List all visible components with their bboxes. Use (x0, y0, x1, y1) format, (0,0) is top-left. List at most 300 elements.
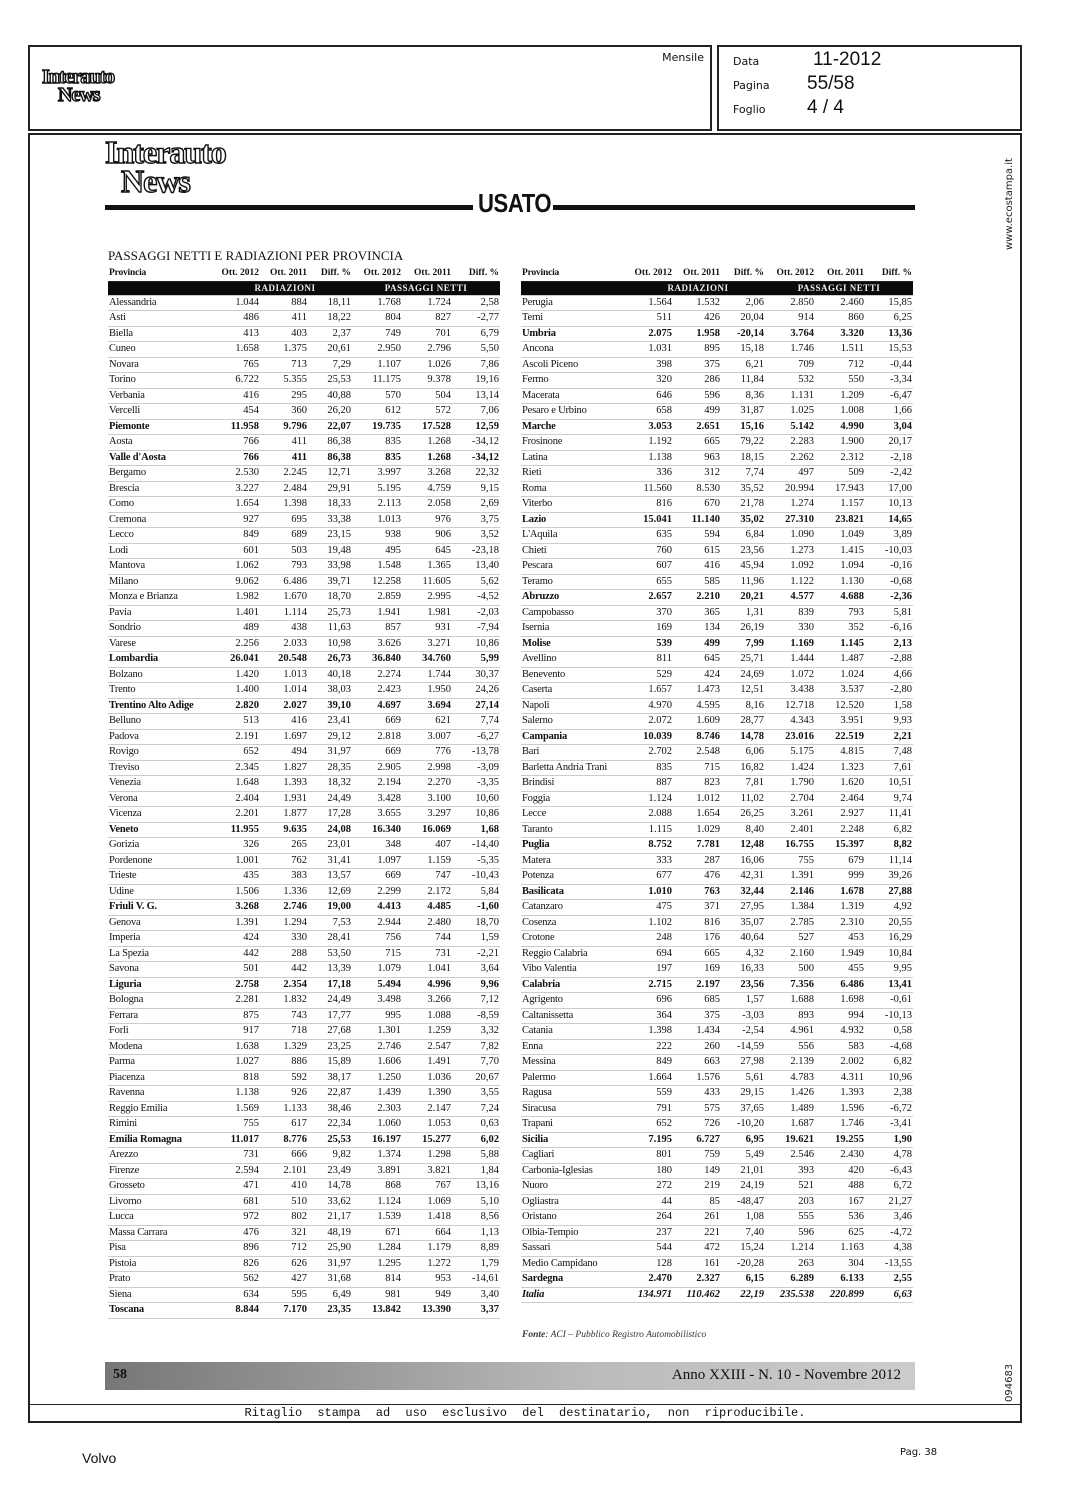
passaggi-2012: 2.944 (352, 915, 402, 931)
radiazioni-2011: 6.486 (260, 574, 308, 590)
passaggi-2011: 906 (402, 528, 452, 544)
radiazioni-2012: 801 (631, 1148, 673, 1164)
table-row (108, 1225, 500, 1241)
passaggi-2011: 17.943 (815, 481, 865, 497)
province-name: Catanzaro (521, 900, 631, 916)
passaggi-diff: -14,61 (452, 1272, 500, 1288)
radiazioni-2012: 2.594 (218, 1163, 260, 1179)
radiazioni-diff: 6,49 (308, 1287, 352, 1303)
passaggi-diff: 20,55 (865, 915, 913, 931)
province-name: Olbia-Tempio (521, 1225, 631, 1241)
radiazioni-diff: 24,49 (308, 993, 352, 1009)
passaggi-2011: 747 (402, 869, 452, 885)
radiazioni-diff: 27,95 (721, 900, 765, 916)
passaggi-diff: 6,02 (452, 1132, 500, 1148)
passaggi-2011: 1.049 (815, 528, 865, 544)
passaggi-2012: 13.842 (352, 1303, 402, 1319)
table-row (108, 590, 500, 606)
section-rule-left (105, 205, 473, 210)
passaggi-2012: 3.626 (352, 636, 402, 652)
passaggi-diff: -1,60 (452, 900, 500, 916)
column-header: Ott. 2012 (765, 266, 815, 281)
province-name: Siracusa (521, 1101, 631, 1117)
passaggi-2011: 2.927 (815, 807, 865, 823)
radiazioni-2011: 1.294 (260, 915, 308, 931)
passaggi-diff: 1,79 (452, 1256, 500, 1272)
radiazioni-2011: 1.398 (260, 497, 308, 513)
passaggi-diff: 9,96 (452, 977, 500, 993)
passaggi-2011: 1.157 (815, 497, 865, 513)
radiazioni-2011: 85 (673, 1194, 721, 1210)
province-name: Umbria (521, 326, 631, 342)
passaggi-2011: 420 (815, 1163, 865, 1179)
radiazioni-2012: 818 (218, 1070, 260, 1086)
passaggi-2011: 645 (402, 543, 452, 559)
radiazioni-diff: 17,77 (308, 1008, 352, 1024)
radiazioni-2012: 559 (631, 1086, 673, 1102)
passaggi-2012: 3.498 (352, 993, 402, 1009)
passaggi-2012: 2.785 (765, 915, 815, 931)
province-name: Asti (108, 311, 218, 327)
table-row (108, 1210, 500, 1226)
passaggi-diff: 16,29 (865, 931, 913, 947)
province-name: Marche (521, 419, 631, 435)
table-row (521, 605, 913, 621)
table-row (521, 1163, 913, 1179)
radiazioni-2011: 2.327 (673, 1272, 721, 1288)
passaggi-diff: -4,68 (865, 1039, 913, 1055)
province-name: Gorizia (108, 838, 218, 854)
passaggi-2011: 1.268 (402, 450, 452, 466)
province-name: Cosenza (521, 915, 631, 931)
radiazioni-2012: 1.564 (631, 295, 673, 311)
passaggi-2012: 2.160 (765, 946, 815, 962)
radiazioni-diff: 40,88 (308, 388, 352, 404)
radiazioni-2012: 731 (218, 1148, 260, 1164)
radiazioni-diff: 23,49 (308, 1163, 352, 1179)
radiazioni-diff: 35,02 (721, 512, 765, 528)
radiazioni-2011: 1.336 (260, 884, 308, 900)
data-value: 11-2012 (813, 49, 882, 70)
radiazioni-diff: 14,78 (721, 729, 765, 745)
passaggi-2011: 4.759 (402, 481, 452, 497)
radiazioni-2011: 169 (673, 962, 721, 978)
table-row (521, 1070, 913, 1086)
column-header: Diff. % (452, 266, 500, 281)
radiazioni-diff: 4,32 (721, 946, 765, 962)
passaggi-diff: -3,34 (865, 373, 913, 389)
passaggi-2011: 625 (815, 1225, 865, 1241)
passaggi-diff: 24,26 (452, 683, 500, 699)
radiazioni-2012: 424 (218, 931, 260, 947)
radiazioni-2011: 816 (673, 915, 721, 931)
foglio-label: Foglio (733, 103, 766, 116)
table-row (521, 667, 913, 683)
radiazioni-diff: 22,34 (308, 1117, 352, 1133)
table-row (108, 931, 500, 947)
passaggi-2012: 2.146 (765, 884, 815, 900)
radiazioni-2011: 1.473 (673, 683, 721, 699)
table-row (521, 342, 913, 358)
passaggi-diff: -0,68 (865, 574, 913, 590)
radiazioni-diff: 22,87 (308, 1086, 352, 1102)
province-name: Cuneo (108, 342, 218, 358)
radiazioni-2011: 1.014 (260, 683, 308, 699)
passaggi-2011: 4.311 (815, 1070, 865, 1086)
passaggi-diff: -10,13 (865, 1008, 913, 1024)
passaggi-diff: -5,35 (452, 853, 500, 869)
radiazioni-2012: 2.191 (218, 729, 260, 745)
radiazioni-2012: 1.398 (631, 1024, 673, 1040)
province-name: Como (108, 497, 218, 513)
province-name: Trieste (108, 869, 218, 885)
passaggi-2012: 1.131 (765, 388, 815, 404)
radiazioni-2011: 1.827 (260, 760, 308, 776)
passaggi-diff: 11,41 (865, 807, 913, 823)
radiazioni-2012: 1.138 (631, 450, 673, 466)
region-total-row (108, 450, 500, 466)
province-name: Treviso (108, 760, 218, 776)
radiazioni-2011: 718 (260, 1024, 308, 1040)
radiazioni-2012: 601 (218, 543, 260, 559)
passaggi-2012: 4.783 (765, 1070, 815, 1086)
passaggi-diff: 0,63 (452, 1117, 500, 1133)
table-row (521, 1256, 913, 1272)
radiazioni-diff: 23,41 (308, 714, 352, 730)
passaggi-2012: 1.746 (765, 342, 815, 358)
passaggi-diff: 11,14 (865, 853, 913, 869)
radiazioni-diff: 28,77 (721, 714, 765, 730)
radiazioni-2012: 1.391 (218, 915, 260, 931)
passaggi-2011: 1.487 (815, 652, 865, 668)
province-name: Lecco (108, 528, 218, 544)
passaggi-2012: 839 (765, 605, 815, 621)
radiazioni-2011: 1.576 (673, 1070, 721, 1086)
passaggi-2011: 12.520 (815, 698, 865, 714)
province-name: Toscana (108, 1303, 218, 1319)
radiazioni-2011: 288 (260, 946, 308, 962)
radiazioni-2011: 1.832 (260, 993, 308, 1009)
radiazioni-diff: 19,00 (308, 900, 352, 916)
radiazioni-2011: 884 (260, 295, 308, 311)
radiazioni-diff: -10,20 (721, 1117, 765, 1133)
radiazioni-2012: 6.722 (218, 373, 260, 389)
radiazioni-2012: 489 (218, 621, 260, 637)
passaggi-2011: 3.821 (402, 1163, 452, 1179)
radiazioni-2012: 696 (631, 993, 673, 1009)
passaggi-diff: 13,41 (865, 977, 913, 993)
passaggi-diff: -3,09 (452, 760, 500, 776)
column-header: Ott. 2012 (352, 266, 402, 281)
radiazioni-diff: 25,73 (308, 605, 352, 621)
radiazioni-2011: 802 (260, 1210, 308, 1226)
passaggi-diff: -13,55 (865, 1256, 913, 1272)
province-name: Rimini (108, 1117, 218, 1133)
passaggi-2012: 814 (352, 1272, 402, 1288)
radiazioni-2012: 11.560 (631, 481, 673, 497)
passaggi-2012: 16.197 (352, 1132, 402, 1148)
column-header: Ott. 2011 (402, 266, 452, 281)
province-name: Barletta Andria Trani (521, 760, 631, 776)
column-header: Ott. 2012 (631, 266, 673, 281)
province-name: Abruzzo (521, 590, 631, 606)
province-name: Lodi (108, 543, 218, 559)
passaggi-2011: 949 (402, 1287, 452, 1303)
passaggi-diff: 30,37 (452, 667, 500, 683)
radiazioni-diff: 7,53 (308, 915, 352, 931)
radiazioni-2012: 658 (631, 404, 673, 420)
passaggi-2011: 1.024 (815, 667, 865, 683)
radiazioni-2011: 219 (673, 1179, 721, 1195)
passaggi-2011: 701 (402, 326, 452, 342)
passaggi-2011: 2.547 (402, 1039, 452, 1055)
table-row (521, 1117, 913, 1133)
radiazioni-2011: 1.654 (673, 807, 721, 823)
passaggi-diff: 8,56 (452, 1210, 500, 1226)
province-name: Pescara (521, 559, 631, 575)
passaggi-diff: -2,03 (452, 605, 500, 621)
passaggi-2012: 1.768 (352, 295, 402, 311)
province-name: Livorno (108, 1194, 218, 1210)
passaggi-2012: 893 (765, 1008, 815, 1024)
passaggi-diff: 5,88 (452, 1148, 500, 1164)
passaggi-2012: 348 (352, 838, 402, 854)
radiazioni-2012: 544 (631, 1241, 673, 1257)
radiazioni-2012: 1.010 (631, 884, 673, 900)
province-name: Vibo Valentia (521, 962, 631, 978)
passaggi-2011: 1.298 (402, 1148, 452, 1164)
passaggi-2012: 2.905 (352, 760, 402, 776)
passaggi-2012: 1.384 (765, 900, 815, 916)
radiazioni-diff: 18,70 (308, 590, 352, 606)
radiazioni-2012: 1.124 (631, 791, 673, 807)
passaggi-2011: 2.248 (815, 822, 865, 838)
province-name: Milano (108, 574, 218, 590)
radiazioni-2012: 4.970 (631, 698, 673, 714)
radiazioni-diff: 31,41 (308, 853, 352, 869)
passaggi-2012: 4.577 (765, 590, 815, 606)
province-name: Alessandria (108, 295, 218, 311)
passaggi-diff: 9,74 (865, 791, 913, 807)
radiazioni-diff: 12,51 (721, 683, 765, 699)
header-source-box (28, 45, 712, 131)
passaggi-2011: 583 (815, 1039, 865, 1055)
table-row (521, 1086, 913, 1102)
passaggi-2012: 2.401 (765, 822, 815, 838)
radiazioni-diff: 29,15 (721, 1086, 765, 1102)
passaggi-diff: 2,58 (452, 295, 500, 311)
passaggi-diff: 3,75 (452, 512, 500, 528)
radiazioni-2012: 134.971 (631, 1287, 673, 1303)
radiazioni-diff: 2,06 (721, 295, 765, 311)
radiazioni-2012: 816 (631, 497, 673, 513)
passaggi-2011: 304 (815, 1256, 865, 1272)
passaggi-2011: 4.996 (402, 977, 452, 993)
radiazioni-2011: 330 (260, 931, 308, 947)
radiazioni-2012: 180 (631, 1163, 673, 1179)
passaggi-2012: 5.142 (765, 419, 815, 435)
province-name: Isernia (521, 621, 631, 637)
table-row (108, 342, 500, 358)
radiazioni-2012: 364 (631, 1008, 673, 1024)
province-name: Massa Carrara (108, 1225, 218, 1241)
radiazioni-2011: 7.781 (673, 838, 721, 854)
province-name: Torino (108, 373, 218, 389)
radiazioni-2011: 626 (260, 1256, 308, 1272)
radiazioni-2012: 896 (218, 1241, 260, 1257)
passaggi-2012: 669 (352, 869, 402, 885)
radiazioni-diff: 6,15 (721, 1272, 765, 1288)
passaggi-2012: 4.413 (352, 900, 402, 916)
radiazioni-2011: 411 (260, 450, 308, 466)
passaggi-diff: 14,65 (865, 512, 913, 528)
table-row (521, 962, 913, 978)
radiazioni-2012: 9.062 (218, 574, 260, 590)
radiazioni-diff: -20,28 (721, 1256, 765, 1272)
province-name: Veneto (108, 822, 218, 838)
passaggi-diff: 1,90 (865, 1132, 913, 1148)
table-row (521, 807, 913, 823)
passaggi-diff: -6,27 (452, 729, 500, 745)
passaggi-2012: 36.840 (352, 652, 402, 668)
passaggi-2011: 2.464 (815, 791, 865, 807)
group-spacer (108, 281, 218, 295)
radiazioni-2011: 321 (260, 1225, 308, 1241)
passaggi-2011: 1.981 (402, 605, 452, 621)
radiazioni-diff: 33,38 (308, 512, 352, 528)
passaggi-2011: 1.069 (402, 1194, 452, 1210)
radiazioni-2012: 766 (218, 435, 260, 451)
group-radiazioni: RADIAZIONI (218, 281, 352, 295)
province-name: Chieti (521, 543, 631, 559)
passaggi-diff: 2,69 (452, 497, 500, 513)
table-row (521, 993, 913, 1009)
passaggi-2011: 767 (402, 1179, 452, 1195)
radiazioni-2011: 689 (260, 528, 308, 544)
passaggi-2012: 914 (765, 311, 815, 327)
region-total-row (521, 512, 913, 528)
passaggi-2012: 500 (765, 962, 815, 978)
passaggi-2011: 1.949 (815, 946, 865, 962)
province-name: Ragusa (521, 1086, 631, 1102)
passaggi-diff: -0,16 (865, 559, 913, 575)
table-row (521, 698, 913, 714)
passaggi-2012: 393 (765, 1163, 815, 1179)
radiazioni-2011: 926 (260, 1086, 308, 1102)
radiazioni-diff: 24,69 (721, 667, 765, 683)
radiazioni-2011: 375 (673, 357, 721, 373)
province-table-left (108, 266, 500, 1319)
passaggi-diff: 6,82 (865, 822, 913, 838)
province-name: Piemonte (108, 419, 218, 435)
radiazioni-2012: 766 (218, 450, 260, 466)
passaggi-2011: 3.271 (402, 636, 452, 652)
radiazioni-2012: 765 (218, 357, 260, 373)
province-name: Bologna (108, 993, 218, 1009)
province-name: L'Aquila (521, 528, 631, 544)
radiazioni-2012: 1.115 (631, 822, 673, 838)
radiazioni-2012: 2.702 (631, 745, 673, 761)
passaggi-2012: 709 (765, 357, 815, 373)
passaggi-diff: -6,47 (865, 388, 913, 404)
radiazioni-2011: 221 (673, 1225, 721, 1241)
table-row (521, 869, 913, 885)
radiazioni-2012: 1.638 (218, 1039, 260, 1055)
province-name: Savona (108, 962, 218, 978)
table-row (521, 1241, 913, 1257)
passaggi-2011: 2.998 (402, 760, 452, 776)
passaggi-2012: 756 (352, 931, 402, 947)
province-name: Calabria (521, 977, 631, 993)
radiazioni-2011: 665 (673, 946, 721, 962)
province-name: Piacenza (108, 1070, 218, 1086)
radiazioni-diff: 16,82 (721, 760, 765, 776)
passaggi-2011: 11.605 (402, 574, 452, 590)
radiazioni-diff: 7,40 (721, 1225, 765, 1241)
passaggi-diff: 7,74 (452, 714, 500, 730)
passaggi-2011: 15.397 (815, 838, 865, 854)
province-name: Vercelli (108, 404, 218, 420)
radiazioni-diff: 6,21 (721, 357, 765, 373)
radiazioni-2011: 665 (673, 435, 721, 451)
passaggi-diff: 3,55 (452, 1086, 500, 1102)
passaggi-diff: -2,21 (452, 946, 500, 962)
passaggi-2011: 3.007 (402, 729, 452, 745)
frequency-label: Mensile (662, 51, 704, 64)
passaggi-2012: 2.850 (765, 295, 815, 311)
table-row (521, 915, 913, 931)
table-row (521, 1210, 913, 1226)
table-row (521, 683, 913, 699)
passaggi-2011: 1.094 (815, 559, 865, 575)
radiazioni-diff: 86,38 (308, 450, 352, 466)
province-name: Verona (108, 791, 218, 807)
radiazioni-2011: 265 (260, 838, 308, 854)
passaggi-diff: 12,59 (452, 419, 500, 435)
passaggi-2011: 34.760 (402, 652, 452, 668)
radiazioni-2012: 44 (631, 1194, 673, 1210)
passaggi-2012: 23.016 (765, 729, 815, 745)
radiazioni-2012: 655 (631, 574, 673, 590)
radiazioni-2011: 1.114 (260, 605, 308, 621)
radiazioni-diff: 45,94 (721, 559, 765, 575)
table-row (108, 714, 500, 730)
passaggi-2012: 5.175 (765, 745, 815, 761)
passaggi-2011: 1.393 (815, 1086, 865, 1102)
radiazioni-2012: 26.041 (218, 652, 260, 668)
passaggi-2011: 1.491 (402, 1055, 452, 1071)
radiazioni-2011: 715 (673, 760, 721, 776)
region-total-row (108, 698, 500, 714)
radiazioni-2012: 11.955 (218, 822, 260, 838)
radiazioni-diff: 13,39 (308, 962, 352, 978)
radiazioni-2011: 8.530 (673, 481, 721, 497)
passaggi-diff: 9,95 (865, 962, 913, 978)
radiazioni-2011: 726 (673, 1117, 721, 1133)
table-row (108, 760, 500, 776)
radiazioni-2012: 1.062 (218, 559, 260, 575)
radiazioni-diff: 12,48 (721, 838, 765, 854)
province-name: Viterbo (521, 497, 631, 513)
radiazioni-2011: 592 (260, 1070, 308, 1086)
radiazioni-2011: 1.012 (673, 791, 721, 807)
table-row (521, 1179, 913, 1195)
passaggi-2011: 16.069 (402, 822, 452, 838)
province-name: Ancona (521, 342, 631, 358)
passaggi-2011: 2.002 (815, 1055, 865, 1071)
data-label: Data (733, 55, 760, 68)
clip-code: 094683 (1004, 1363, 1015, 1402)
